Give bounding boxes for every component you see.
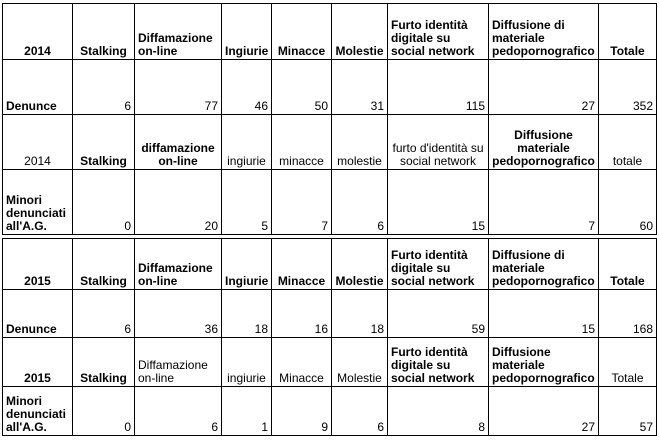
table-row-header bbox=[3, 239, 657, 290]
header-diffusione: Diffusione materiale pedopornografico bbox=[489, 115, 599, 170]
value-cell: 31 bbox=[332, 60, 388, 115]
header-furto-identita: Furto identità digitale su social network bbox=[388, 4, 489, 60]
value-cell-total: 352 bbox=[599, 60, 657, 115]
table-row-header-2 bbox=[3, 338, 657, 387]
header-totale: Totale bbox=[599, 4, 657, 60]
header-ingiurie: Ingiurie bbox=[222, 4, 272, 60]
header-diffusione: Diffusione di materiale pedopornografico bbox=[489, 239, 599, 290]
header-diffusione: Diffusione materiale pedopornografico bbox=[489, 338, 599, 387]
value-cell: 6 bbox=[135, 387, 222, 436]
header-totale: totale bbox=[599, 115, 657, 170]
value-cell: 36 bbox=[135, 290, 222, 338]
value-cell: 59 bbox=[388, 290, 489, 338]
value-cell: 77 bbox=[135, 60, 222, 115]
header-diffamazione: Diffamazione on-line bbox=[135, 4, 222, 60]
value-cell: 0 bbox=[73, 387, 135, 436]
value-cell: 7 bbox=[489, 170, 599, 235]
value-cell: 50 bbox=[272, 60, 332, 115]
year-cell: 2014 bbox=[3, 4, 73, 60]
value-cell: 6 bbox=[332, 387, 388, 436]
value-cell: 46 bbox=[222, 60, 272, 115]
row-label-minori: Minori denunciati all'A.G. bbox=[3, 170, 73, 235]
header-totale: Totale bbox=[599, 239, 657, 290]
header-diffamazione: diffamazione on-line bbox=[135, 115, 222, 170]
row-label-denunce: Denunce bbox=[3, 290, 73, 338]
year-cell: 2014 bbox=[3, 115, 73, 170]
header-molestie: Molestie bbox=[332, 338, 388, 387]
value-cell: 20 bbox=[135, 170, 222, 235]
value-cell: 6 bbox=[73, 290, 135, 338]
header-diffamazione: Diffamazione on-line bbox=[135, 338, 222, 387]
header-stalking: Stalking bbox=[73, 338, 135, 387]
table-row-minori bbox=[3, 387, 657, 436]
table-row-denunce bbox=[3, 290, 657, 338]
header-ingiurie: Ingiurie bbox=[222, 239, 272, 290]
header-stalking: Stalking bbox=[73, 4, 135, 60]
row-label-minori: Minori denunciati all'A.G. bbox=[3, 387, 73, 436]
header-molestie: molestie bbox=[332, 115, 388, 170]
value-cell: 27 bbox=[489, 60, 599, 115]
value-cell: 0 bbox=[73, 170, 135, 235]
header-diffamazione: Diffamazione on-line bbox=[135, 239, 222, 290]
table-2014 bbox=[2, 3, 657, 235]
row-label-denunce: Denunce bbox=[3, 60, 73, 115]
value-cell: 16 bbox=[272, 290, 332, 338]
table-row-header bbox=[3, 4, 657, 60]
value-cell: 115 bbox=[388, 60, 489, 115]
value-cell-total: 57 bbox=[599, 387, 657, 436]
value-cell-total: 60 bbox=[599, 170, 657, 235]
table-row-minori bbox=[3, 170, 657, 235]
header-minacce: Minacce bbox=[272, 4, 332, 60]
header-diffusione: Diffusione di materiale pedopornografico bbox=[489, 4, 599, 60]
header-ingiurie: ingiurie bbox=[222, 338, 272, 387]
value-cell: 7 bbox=[272, 170, 332, 235]
table-row-denunce bbox=[3, 60, 657, 115]
header-furto-identita: Furto identità digitale su social network bbox=[388, 239, 489, 290]
value-cell: 8 bbox=[388, 387, 489, 436]
table-row-header-2 bbox=[3, 115, 657, 170]
value-cell-total: 168 bbox=[599, 290, 657, 338]
value-cell: 9 bbox=[272, 387, 332, 436]
header-stalking: Stalking bbox=[73, 115, 135, 170]
header-molestie: Molestie bbox=[332, 4, 388, 60]
header-stalking: Stalking bbox=[73, 239, 135, 290]
year-cell: 2015 bbox=[3, 338, 73, 387]
value-cell: 27 bbox=[489, 387, 599, 436]
header-totale: Totale bbox=[599, 338, 657, 387]
table-2015 bbox=[2, 238, 657, 436]
value-cell: 18 bbox=[222, 290, 272, 338]
header-ingiurie: ingiurie bbox=[222, 115, 272, 170]
header-minacce: Minacce bbox=[272, 338, 332, 387]
value-cell: 15 bbox=[388, 170, 489, 235]
value-cell: 15 bbox=[489, 290, 599, 338]
value-cell: 6 bbox=[73, 60, 135, 115]
value-cell: 6 bbox=[332, 170, 388, 235]
header-molestie: Molestie bbox=[332, 239, 388, 290]
header-furto-identita: furto d'identità su social network bbox=[388, 115, 489, 170]
value-cell: 5 bbox=[222, 170, 272, 235]
year-cell: 2015 bbox=[3, 239, 73, 290]
value-cell: 1 bbox=[222, 387, 272, 436]
value-cell: 18 bbox=[332, 290, 388, 338]
header-furto-identita: Furto identità digitale su social network bbox=[388, 338, 489, 387]
header-minacce: minacce bbox=[272, 115, 332, 170]
header-minacce: Minacce bbox=[272, 239, 332, 290]
